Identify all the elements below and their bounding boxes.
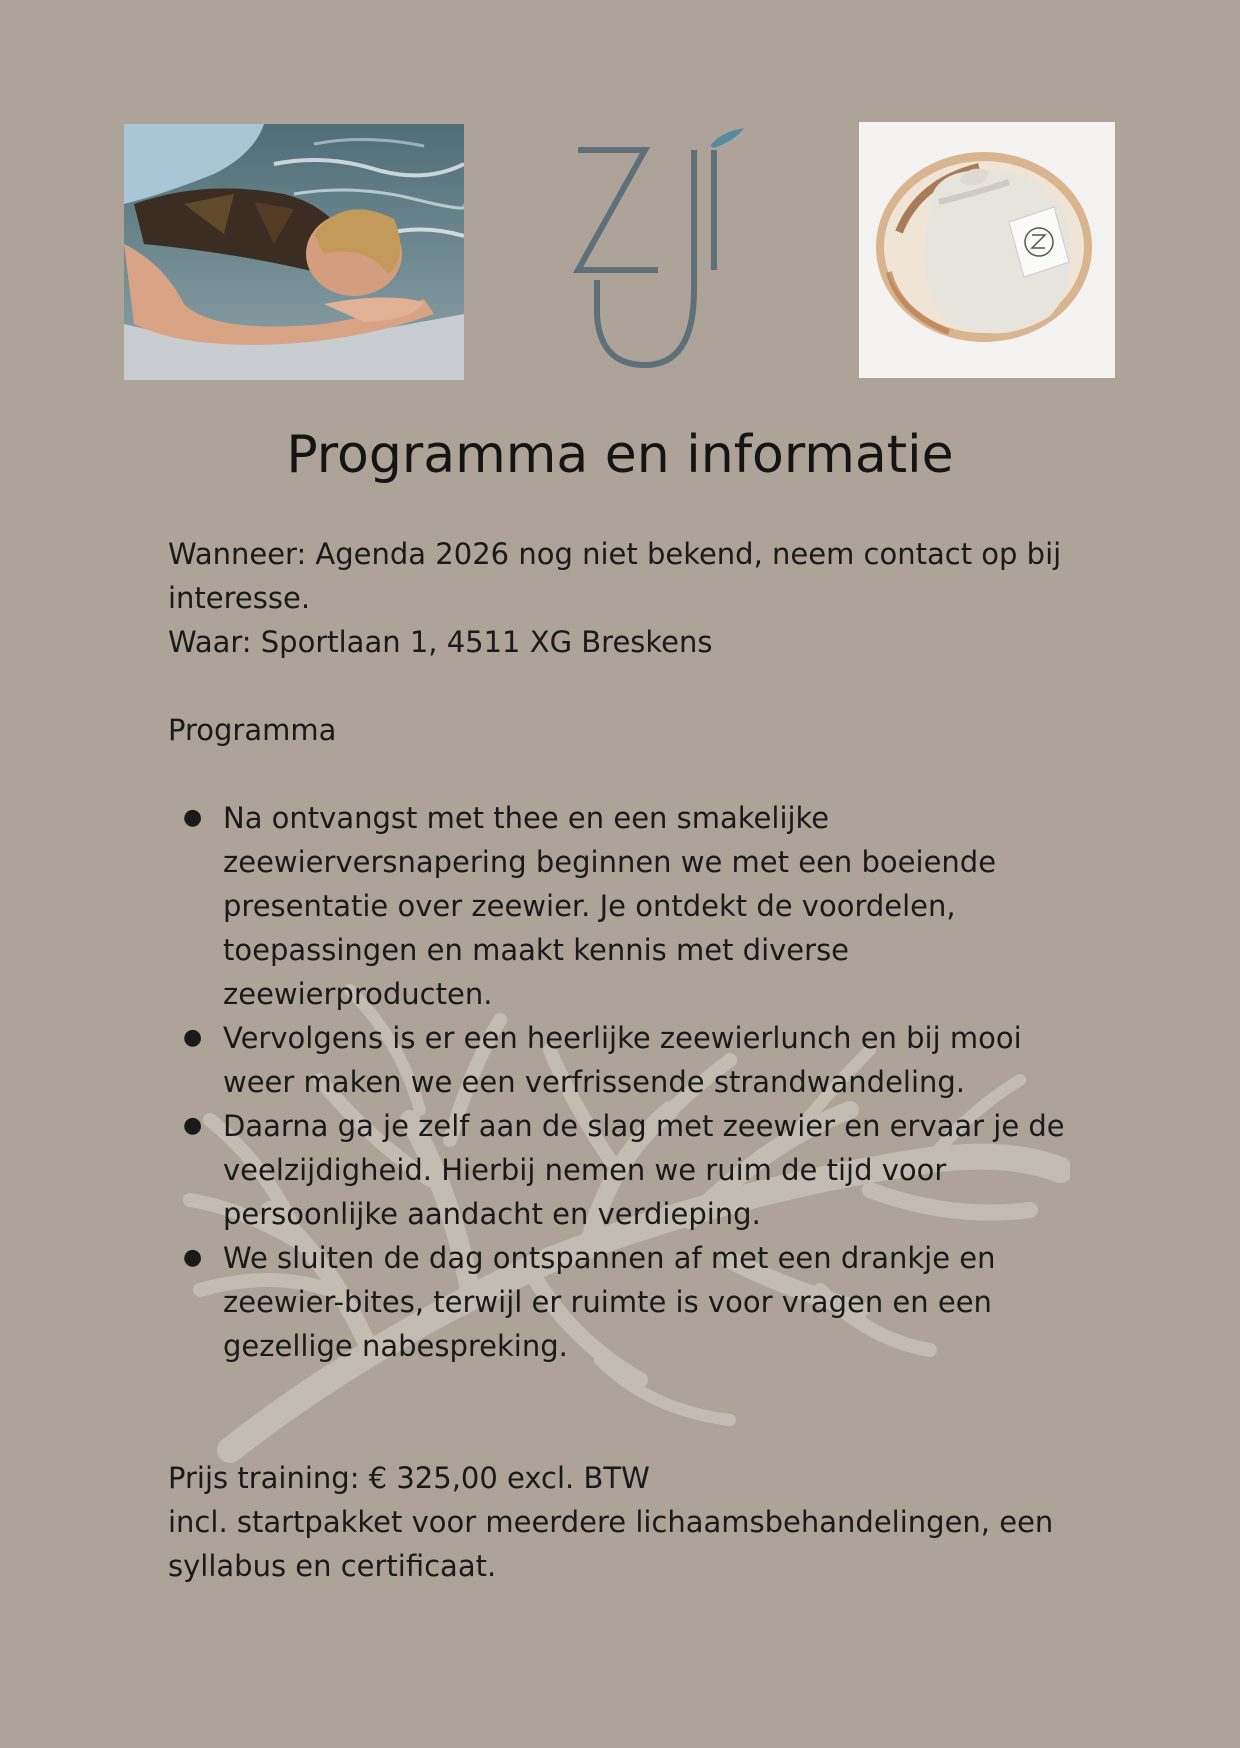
beach-treatment-photo xyxy=(124,124,464,380)
bullet-icon: ● xyxy=(183,1025,203,1050)
program-heading: Programma xyxy=(168,713,337,747)
program-list xyxy=(168,796,1068,1368)
program-item-text: Na ontvangst met thee en een smakelijke zeewierversnapering beginnen we met een boeiende presentatie over zeewier. Je ontdekt de voordelen, toepassingen en maakt kennis met diverse zeewierproducten. xyxy=(223,801,997,1011)
list-item xyxy=(183,1104,1068,1236)
page-title: Programma en informatie xyxy=(286,425,954,485)
program-item-text: Daarna ga je zelf aan de slag met zeewier en ervaar je de veelzijdigheid. Hierbij nemen we ruim de tijd voor persoonlijke aandacht en verdieping. xyxy=(223,1109,1065,1231)
list-item xyxy=(183,1016,1068,1104)
program-item-text: We sluiten de dag ontspannen af met een drankje en zeewier-bites, terwijl er ruimte is voor vragen en een gezellige nabespreking. xyxy=(223,1241,996,1363)
when-line: Wanneer: Agenda 2026 nog niet bekend, neem contact op bij interesse. xyxy=(168,537,1062,615)
bullet-icon: ● xyxy=(183,1113,203,1138)
list-item xyxy=(183,1236,1068,1368)
program-item-text: Vervolgens is er een heerlijke zeewierlunch en bij mooi weer maken we een verfrissende strandwandeling. xyxy=(223,1021,1022,1099)
where-line: Waar: Sportlaan 1, 4511 XG Breskens xyxy=(168,625,713,659)
price-line: Prijs training: € 325,00 excl. BTW xyxy=(168,1461,650,1495)
bullet-icon: ● xyxy=(183,1245,203,1270)
list-item xyxy=(183,796,1068,1016)
product-pouch-photo xyxy=(859,122,1115,378)
zji-logo xyxy=(560,120,760,380)
info-content xyxy=(168,532,1068,1588)
bullet-icon: ● xyxy=(183,805,203,830)
price-includes: incl. startpakket voor meerdere lichaamsbehandelingen, een syllabus en certificaat. xyxy=(168,1505,1054,1583)
